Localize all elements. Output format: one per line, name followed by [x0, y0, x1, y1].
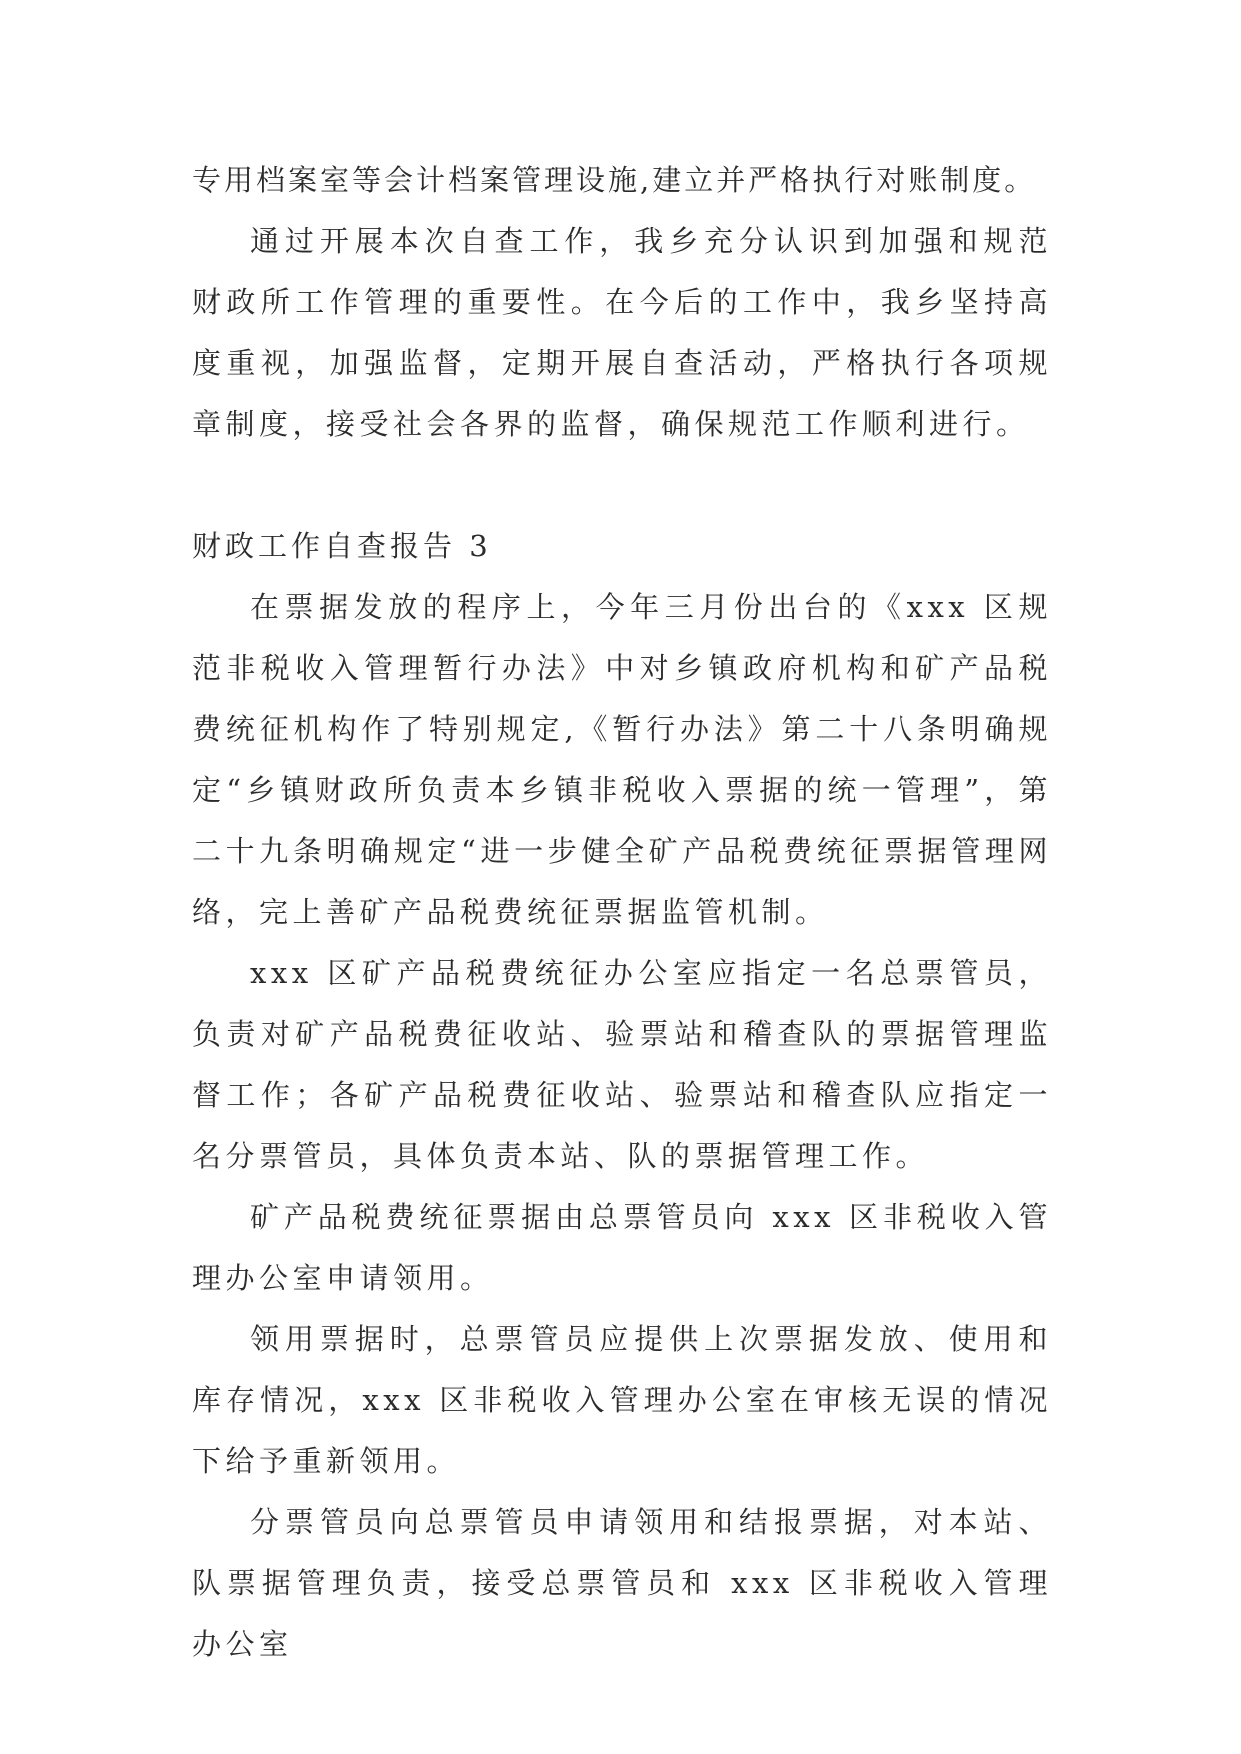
paragraph-sub-manager-duties: 分票管员向总票管员申请领用和结报票据，对本站、队票据管理负责，接受总票管员和 xxx 区非税收入管理办公室	[192, 1505, 1052, 1661]
paragraph-bill-reissue: 领用票据时，总票管员应提供上次票据发放、使用和库存情况，xxx 区非税收入管理办公室在审核无误的情况下给予重新领用。	[192, 1322, 1052, 1478]
section-title: 财政工作自查报告 3	[192, 529, 492, 563]
document-body	[192, 150, 1052, 1675]
paragraph-self-inspection-summary: 通过开展本次自查工作，我乡充分认识到加强和规范财政所工作管理的重要性。在今后的工作中，我乡坚持高度重视，加强监督，定期开展自查活动，严格执行各项规章制度，接受社会各界的监督，确保规范工作顺利进行。	[192, 224, 1052, 441]
paragraph-bill-application: 矿产品税费统征票据由总票管员向 xxx 区非税收入管理办公室申请领用。	[192, 1200, 1052, 1295]
paragraph-continued: 专用档案室等会计档案管理设施,建立并严格执行对账制度。	[192, 163, 1037, 197]
paragraph-bill-issuance: 在票据发放的程序上，今年三月份出台的《xxx 区规范非税收入管理暂行办法》中对乡镇政府机构和矿产品税费统征机构作了特别规定,《暂行办法》第二十八条明确规定“乡镇财政所负责本乡镇非税收入票据的统一管理”，第二十九条明确规定“进一步健全矿产品税费统征票据管理网络，完上善矿产品税费统征票据监管机制。	[192, 590, 1052, 929]
paragraph-bill-managers: xxx 区矿产品税费统征办公室应指定一名总票管员，负责对矿产品税费征收站、验票站和稽查队的票据管理监督工作；各矿产品税费征收站、验票站和稽查队应指定一名分票管员，具体负责本站、队的票据管理工作。	[192, 956, 1052, 1173]
section-gap	[192, 455, 1052, 516]
